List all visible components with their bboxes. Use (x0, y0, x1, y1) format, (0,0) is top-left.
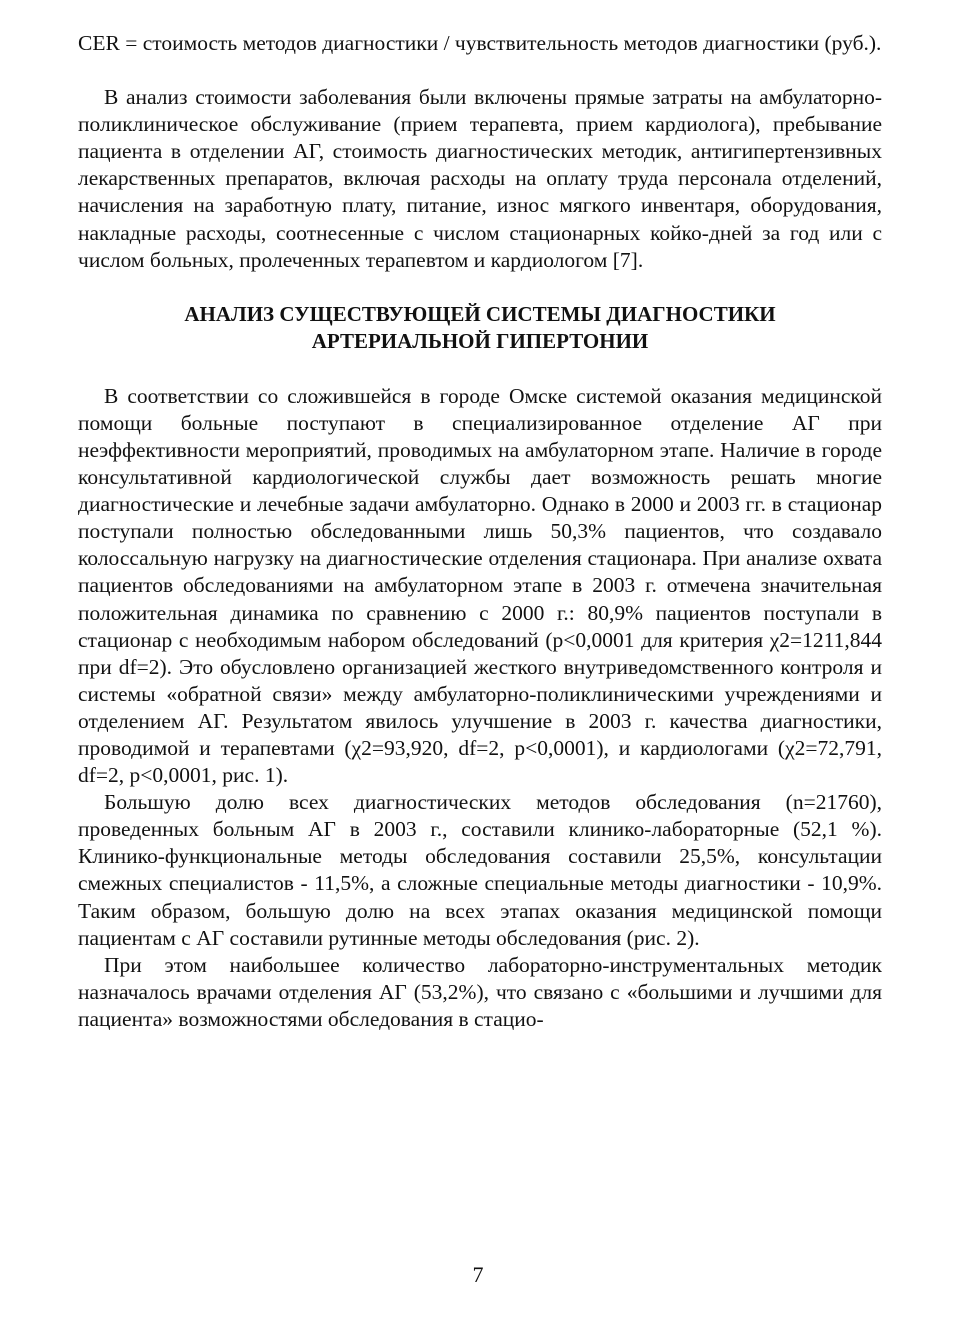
diagnostic-system-paragraph: В соответствии со сложившейся в городе Омске системой оказания медицинской помощи больные поступают в специализированное отделение АГ при неэффективности мероприятий, проводимых на амбулаторном этапе. Наличие в городе консультативной кардиологической службы дает возможность решать многие диагностические и лечебные задачи амбулаторно. Однако в 2000 и 2003 гг. в стационар поступали полностью обследованными лишь 50,3% пациентов, что создавало колоссальную нагрузку на диагностические отделения стационара. При анализе охвата пациентов обследованиями на амбулаторном этапе в 2003 г. отмечена значительная положительная динамика по сравнению с 2000 г.: 80,9% пациентов поступали в стационар с необходимым набором обследований (p<0,0001 для критерия χ2=1211,844 при df=2). Это обусловлено организацией жесткого внутриведомственного контроля и системы «обратной связи» между амбулаторно-поликлиническими учреждениями и отделением АГ. Результатом явилось улучшение в 2003 г. качества диагностики, проводимой и терапевтами (χ2=93,920, df=2, p<0,0001), и кардиологами (χ2=72,791, df=2, p<0,0001, рис. 1). (78, 383, 882, 788)
section-heading-line2: АРТЕРИАЛЬНОЙ ГИПЕРТОНИИ (311, 329, 649, 354)
diagnostic-share-paragraph: Большую долю всех диагностических методов обследования (n=21760), проведенных больным АГ в 2003 г., составили клинико-лабораторные (52,1 %). Клинико-функциональные методы обследования составили 25,5%, консультации смежных специалистов - 11,5%, а сложные специальные методы диагностики - 10,9%. Таким образом, большую долю на всех этапах оказания медицинской помощи пациентам с АГ составили рутинные методы обследования (рис. 2). (78, 790, 882, 950)
lab-methods-paragraph: При этом наибольшее количество лабораторно-инструментальных методик назначалось врачами отделения АГ (53,2%), что связано с «большими и лучшими для пациента» возможностями обследования в стацио- (78, 952, 882, 1031)
formula-paragraph: CER = стоимость методов диагностики / чувствительность методов диагностики (руб.). (78, 31, 882, 55)
section-heading-line1: АНАЛИЗ СУЩЕСТВУЮЩЕЙ СИСТЕМЫ ДИАГНОСТИКИ (184, 301, 776, 326)
cost-analysis-paragraph: В анализ стоимости заболевания были включены прямые затраты на амбулаторно-поликлиническое обслуживание (прием терапевта, прием кардиолога), пребывание пациента в отделении АГ, стоимость диагностических методик, антигипертензивных лекарственных препаратов, включая расходы на оплату труда персонала отделений, начисления на заработную плату, питание, износ мягкого инвентаря, оборудования, накладные расходы, соотнесенные с числом стационарных койко-дней за год или с числом больных, пролеченных терапевтом и кардиологом [7]. (78, 85, 882, 272)
page-number: 7 (472, 1262, 484, 1287)
document-page (78, 30, 882, 1033)
section-heading (78, 301, 882, 356)
